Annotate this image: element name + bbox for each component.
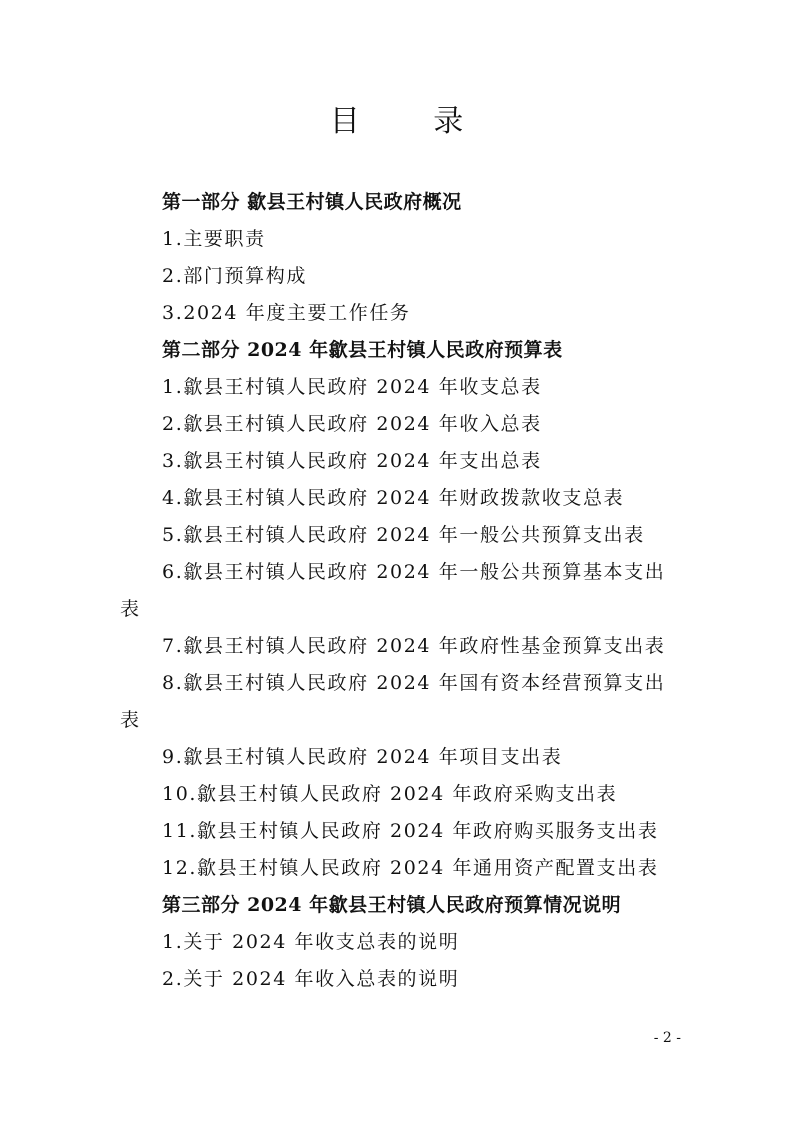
toc-item[interactable]: 1.关于 2024 年收支总表的说明	[162, 931, 460, 953]
toc-item[interactable]: 1.主要职责	[162, 228, 266, 250]
toc-part-2[interactable]: 第二部分 2024 年歙县王村镇人民政府预算表	[162, 339, 563, 361]
toc-item[interactable]: 1.歙县王村镇人民政府 2024 年收支总表	[162, 376, 542, 398]
toc-item[interactable]: 8.歙县王村镇人民政府 2024 年国有资本经营预算支出表	[120, 672, 666, 731]
toc-item[interactable]: 2.关于 2024 年收入总表的说明	[162, 968, 460, 990]
toc-item[interactable]: 12.歙县王村镇人民政府 2024 年通用资产配置支出表	[162, 857, 659, 879]
toc-item[interactable]: 4.歙县王村镇人民政府 2024 年财政拨款收支总表	[162, 487, 625, 509]
toc-item[interactable]: 10.歙县王村镇人民政府 2024 年政府采购支出表	[162, 783, 618, 805]
page-number: - 2 -	[653, 1030, 681, 1046]
toc-item[interactable]: 5.歙县王村镇人民政府 2024 年一般公共预算支出表	[162, 524, 645, 546]
toc-item[interactable]: 7.歙县王村镇人民政府 2024 年政府性基金预算支出表	[162, 635, 666, 657]
page-title: 目 录	[329, 104, 496, 139]
toc-part-3[interactable]: 第三部分 2024 年歙县王村镇人民政府预算情况说明	[162, 894, 622, 916]
toc-item[interactable]: 11.歙县王村镇人民政府 2024 年政府购买服务支出表	[162, 820, 659, 842]
toc-item[interactable]: 6.歙县王村镇人民政府 2024 年一般公共预算基本支出表	[120, 561, 666, 620]
toc-part-1[interactable]: 第一部分 歙县王村镇人民政府概况	[162, 191, 462, 213]
toc-item[interactable]: 9.歙县王村镇人民政府 2024 年项目支出表	[162, 746, 563, 768]
table-of-contents	[120, 184, 680, 998]
toc-item[interactable]: 3.2024 年度主要工作任务	[162, 302, 411, 324]
toc-item[interactable]: 2.歙县王村镇人民政府 2024 年收入总表	[162, 413, 542, 435]
toc-item[interactable]: 3.歙县王村镇人民政府 2024 年支出总表	[162, 450, 542, 472]
toc-item[interactable]: 2.部门预算构成	[162, 265, 307, 287]
